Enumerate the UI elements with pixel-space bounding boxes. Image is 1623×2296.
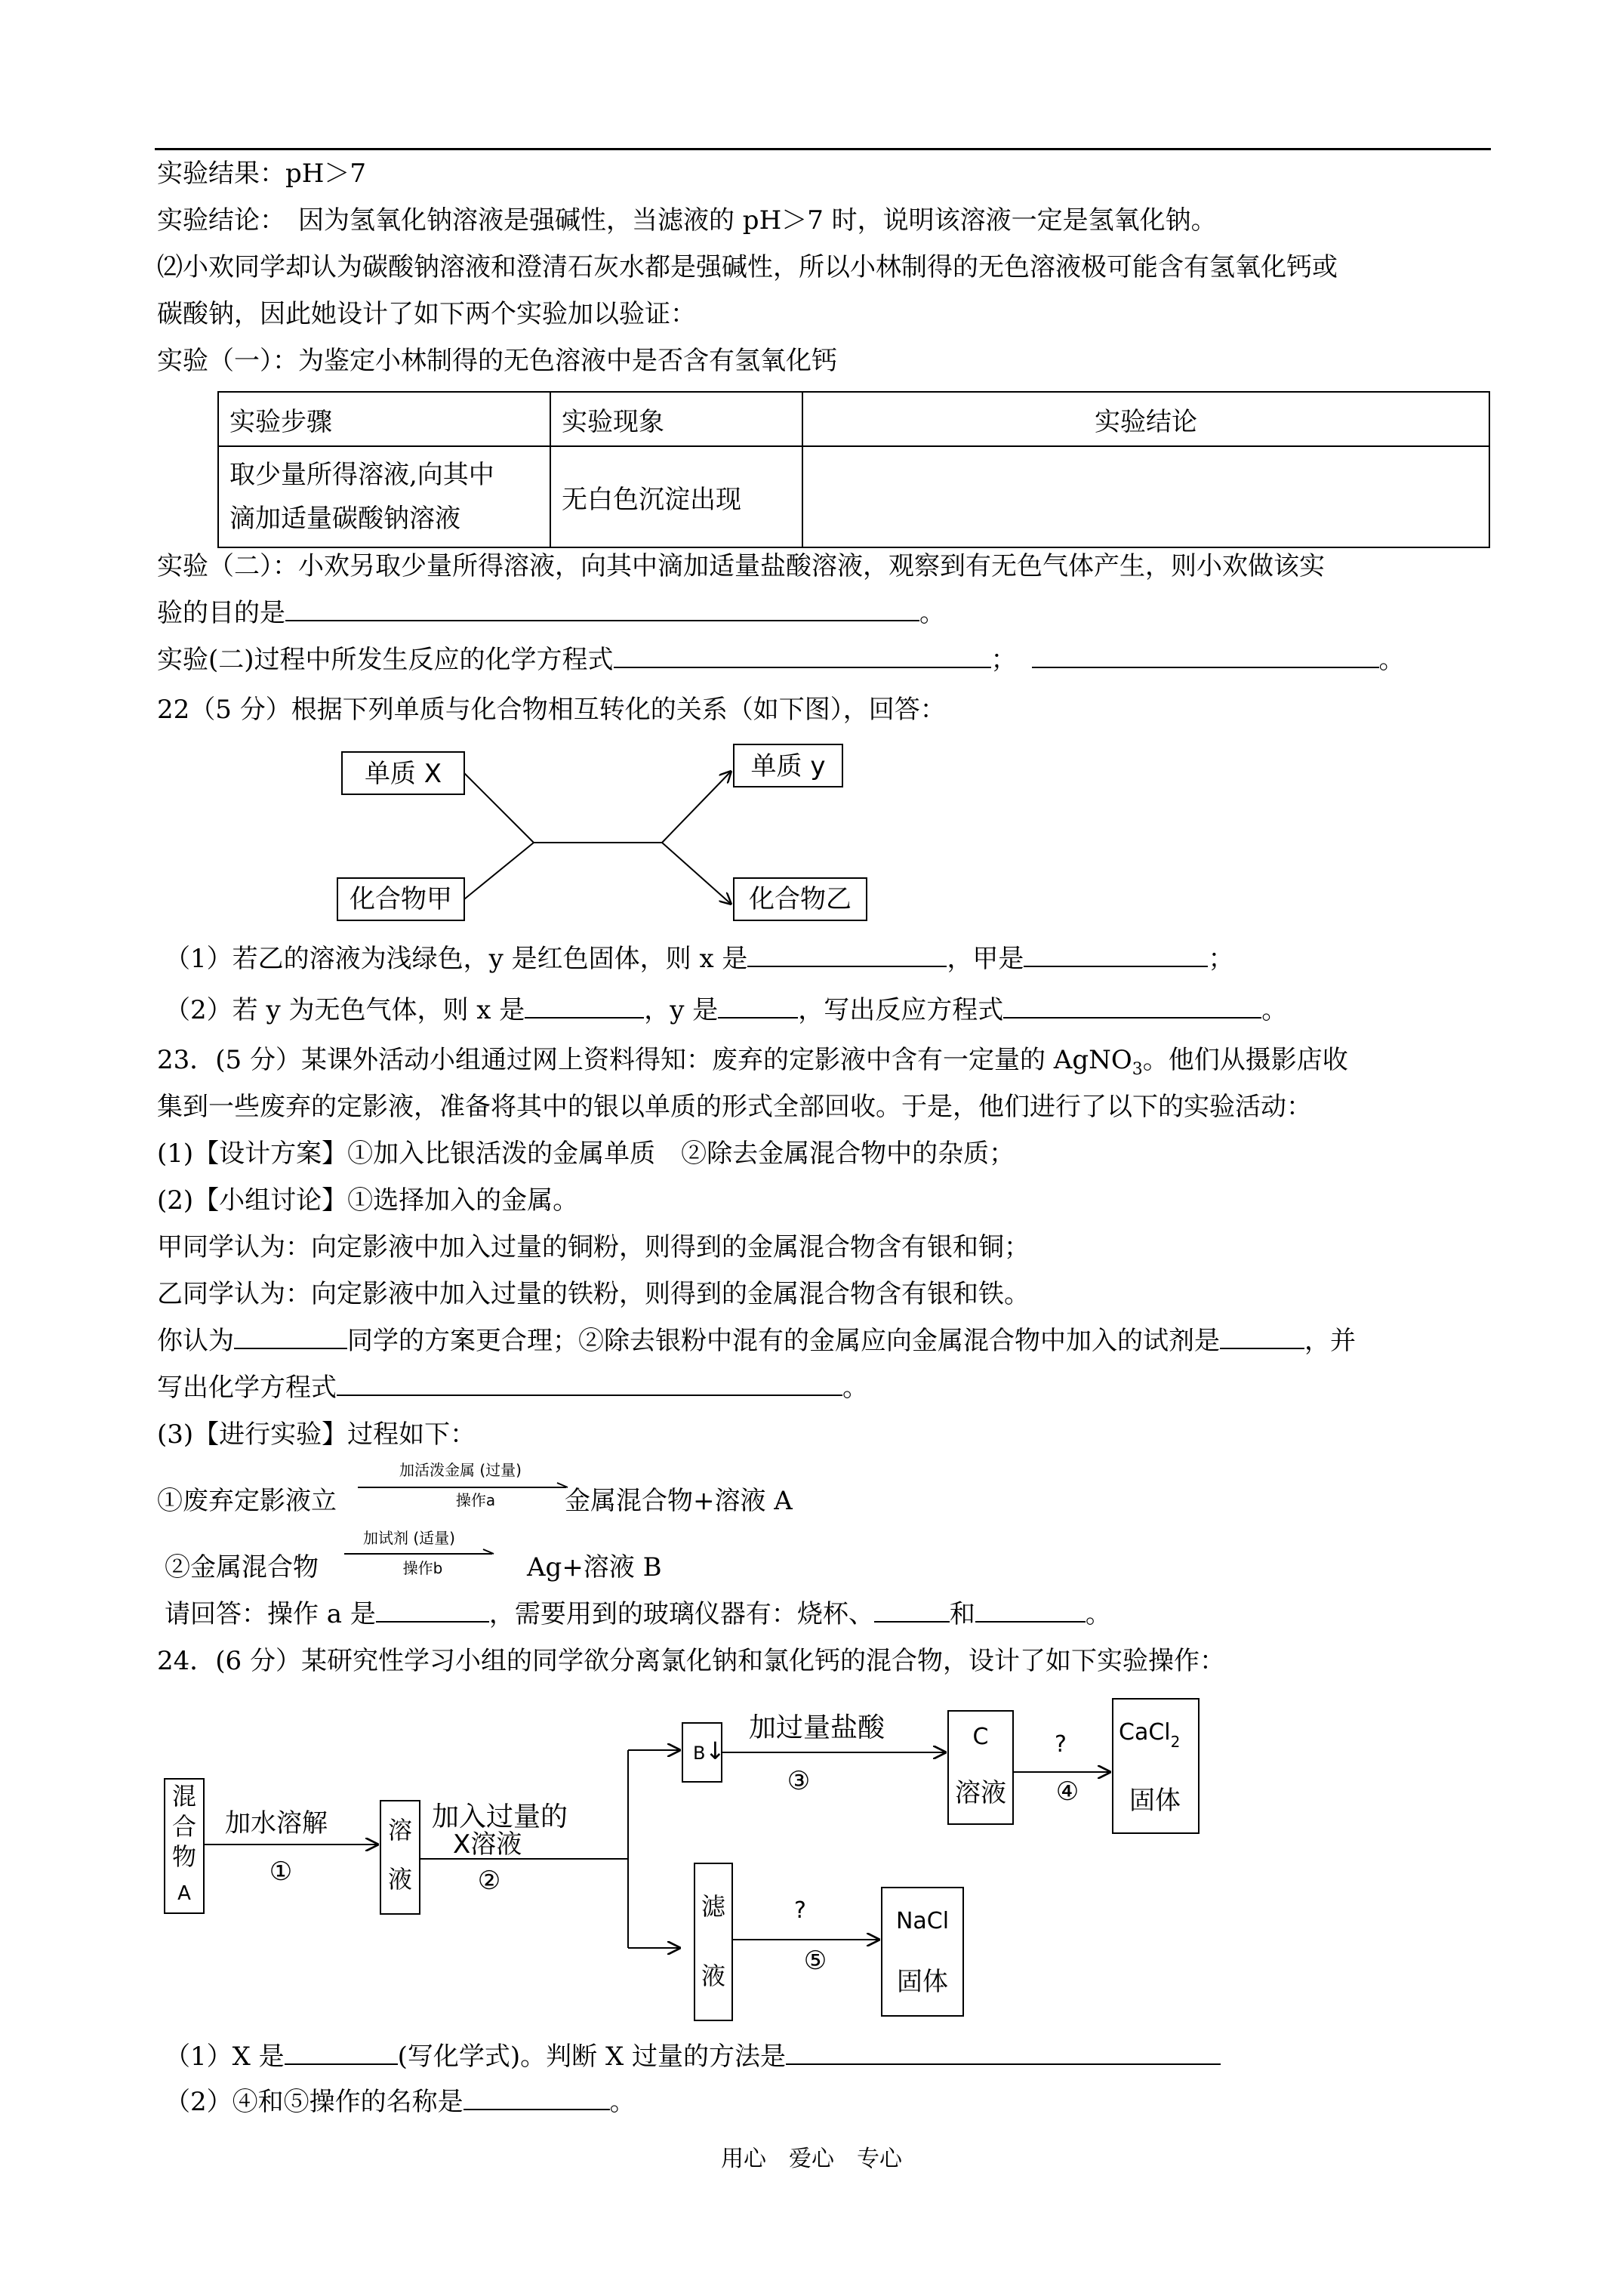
c-solution-label: 溶液 xyxy=(955,1778,1006,1808)
box-compound-jia-label: 化合物甲 xyxy=(350,884,452,914)
op4-question: ? xyxy=(1055,1731,1067,1758)
op2-number: ② xyxy=(477,1866,501,1896)
cacl2-label: CaCl$_2$ xyxy=(1119,1719,1181,1751)
conversion-diagram xyxy=(332,744,876,932)
svg-text:混: 混 xyxy=(171,1782,197,1811)
svg-text:A: A xyxy=(177,1882,191,1905)
table-header-step: 实验步骤 xyxy=(218,392,550,446)
svg-text:液: 液 xyxy=(387,1865,413,1894)
question-24-part-2: （2）④和⑤操作的名称是 。 xyxy=(165,2087,636,2117)
question-23-fill: 你认为 同学的方案更合理；②除去银粉中混有的金属应向金属混合物中加入的试剂是 ，并 xyxy=(157,1326,1356,1356)
answer-blank[interactable] xyxy=(285,597,919,621)
op1-label: 加水溶解 xyxy=(225,1808,328,1838)
reaction-lines xyxy=(464,772,731,904)
group-discussion: (2)【小组讨论】①选择加入的金属。 xyxy=(157,1185,579,1216)
experiment-two-purpose: 验的目的是 。 xyxy=(157,598,945,628)
answer-blank[interactable] xyxy=(1220,1325,1304,1349)
box-element-x-label: 单质 X xyxy=(364,759,442,789)
svg-text:操作b: 操作b xyxy=(402,1559,443,1577)
experiment-one-heading: 实验（一）：为鉴定小林制得的无色溶液中是否含有氢氧化钙 xyxy=(157,346,837,376)
filtrate-label: 液 xyxy=(701,1962,726,1990)
page-footer: 用心 爱心 专心 xyxy=(721,2146,902,2172)
svg-text:物: 物 xyxy=(171,1842,197,1871)
experiment-process-heading: (3)【进行实验】过程如下： xyxy=(157,1419,476,1450)
design-plan: (1)【设计方案】①加入比银活泼的金属单质 ②除去金属混合物中的杂质； xyxy=(157,1139,1015,1169)
experiment-conclusion: 实验结论： 因为氢氧化钠溶液是强碱性，当滤液的 pH＞7 时，说明该溶液一定是氢氧化钠。 xyxy=(157,205,1217,236)
answer-blank[interactable] xyxy=(337,1372,842,1396)
step-1-arrow xyxy=(355,1459,574,1519)
answer-blank[interactable] xyxy=(1024,943,1208,967)
question-23-heading: 23．(5 分）某课外活动小组通过网上资料得知：废弃的定影液中含有一定量的 AgNO$_3$。他们从摄影店收 xyxy=(157,1045,1348,1079)
svg-text:加活泼金属 (过量): 加活泼金属 (过量) xyxy=(399,1461,522,1479)
box-compound-yi-label: 化合物乙 xyxy=(749,884,852,914)
answer-blank[interactable] xyxy=(234,1325,347,1349)
op3-label: 加过量盐酸 xyxy=(749,1712,885,1743)
precipitate-down-arrow-icon: ↓ xyxy=(705,1737,725,1765)
box-filtrate xyxy=(694,1863,732,2020)
answer-blank[interactable] xyxy=(874,1598,950,1623)
op5-number: ⑤ xyxy=(803,1946,827,1976)
table-cell-step: 取少量所得溶液,向其中 滴加适量碳酸钠溶液 xyxy=(218,446,550,547)
op4-number: ④ xyxy=(1055,1777,1079,1807)
student-jia-view: 甲同学认为：向定影液中加入过量的铜粉，则得到的金属混合物含有银和铜； xyxy=(157,1232,1030,1262)
question-22-part-1: （1）若乙的溶液为浅绿色，y 是红色固体，则 x 是 ，甲是 ； xyxy=(165,944,1234,974)
step-1-left: ①废弃定影液立 xyxy=(157,1486,337,1516)
experiment-table xyxy=(217,391,1490,548)
paragraph-line: 集到一些废弃的定影液，准备将其中的银以单质的形式全部回收。于是，他们进行了以下的实验活动： xyxy=(157,1092,1312,1122)
op1-number: ① xyxy=(269,1857,293,1887)
table-header-phenomenon: 实验现象 xyxy=(550,392,802,446)
separation-flow-diagram xyxy=(151,1691,1208,2031)
c-solution-label: C xyxy=(972,1724,989,1750)
box-mixture-a-label xyxy=(172,1782,196,1905)
box-element-y-label: 单质 y xyxy=(750,751,826,781)
experiment-two-equation: 实验(二)过程中所发生反应的化学方程式 ； 。 xyxy=(157,645,1405,675)
question-23-answer: 请回答：操作 a 是 ，需要用到的玻璃仪器有：烧杯、 和 。 xyxy=(165,1599,1111,1629)
question-24-part-1: （1）X 是 (写化学式)。判断 X 过量的方法是 xyxy=(165,2040,1221,2073)
filtrate-label: 滤 xyxy=(701,1892,726,1921)
answer-blank[interactable] xyxy=(747,943,947,967)
header-rule xyxy=(155,148,1491,150)
op5-question: ? xyxy=(794,1897,806,1924)
experiment-two-text: 实验（二）：小欢另取少量所得溶液，向其中滴加适量盐酸溶液，观察到有无色气体产生，则小欢做该实 xyxy=(157,551,1325,581)
answer-blank[interactable] xyxy=(614,644,991,668)
table-header-conclusion: 实验结论 xyxy=(802,392,1489,446)
paragraph-line: ⑵小欢同学却认为碳酸钠溶液和澄清石灰水都是强碱性，所以小林制得的无色溶液极可能含有氢氧化钙或 xyxy=(157,252,1338,282)
answer-blank[interactable] xyxy=(525,994,644,1019)
op2-label-2: X溶液 xyxy=(453,1829,522,1860)
precipitate-b-label: B xyxy=(693,1743,706,1764)
answer-blank[interactable] xyxy=(376,1598,489,1623)
paragraph-line: 碳酸钠，因此她设计了如下两个实验加以验证： xyxy=(157,299,696,329)
experiment-result: 实验结果：pH＞7 xyxy=(157,159,367,189)
answer-blank[interactable] xyxy=(285,2041,398,2065)
table-cell-phenomenon: 无白色沉淀出现 xyxy=(550,446,802,547)
svg-text:加试剂 (适量): 加试剂 (适量) xyxy=(363,1529,455,1547)
step-2-arrow xyxy=(341,1527,500,1587)
step-2-right: Ag+溶液 B xyxy=(527,1552,662,1583)
step-2-left: ②金属混合物 xyxy=(165,1552,319,1583)
step-1-right: 金属混合物+溶液 A xyxy=(565,1486,793,1516)
question-22-heading: 22（5 分）根据下列单质与化合物相互转化的关系（如下图），回答： xyxy=(157,695,946,725)
answer-blank[interactable] xyxy=(786,2041,1221,2065)
box-solution-label xyxy=(388,1816,412,1894)
question-22-part-2: （2）若 y 为无色气体，则 x 是 ，y 是 ，写出反应方程式 。 xyxy=(165,995,1288,1025)
answer-blank[interactable] xyxy=(975,1598,1086,1623)
question-23-equation: 写出化学方程式 。 xyxy=(157,1373,868,1403)
nacl-label: NaCl xyxy=(895,1908,950,1934)
nacl-solid-label: 固体 xyxy=(897,1967,948,1997)
answer-blank[interactable] xyxy=(1003,994,1261,1019)
svg-text:操作a: 操作a xyxy=(455,1491,496,1509)
svg-text:合: 合 xyxy=(171,1812,197,1841)
answer-blank[interactable] xyxy=(1032,644,1379,668)
answer-blank[interactable] xyxy=(463,2086,610,2110)
answer-blank[interactable] xyxy=(718,994,798,1019)
cacl2-solid-label: 固体 xyxy=(1129,1786,1181,1816)
student-yi-view: 乙同学认为：向定影液中加入过量的铁粉，则得到的金属混合物含有银和铁。 xyxy=(157,1279,1030,1309)
op2-label-1: 加入过量的 xyxy=(432,1801,568,1832)
question-24-heading: 24．(6 分）某研究性学习小组的同学欲分离氯化钠和氯化钙的混合物，设计了如下实验操作： xyxy=(157,1646,1225,1676)
op3-number: ③ xyxy=(787,1766,811,1796)
table-cell-conclusion-blank xyxy=(802,446,1489,547)
svg-text:溶: 溶 xyxy=(387,1816,413,1845)
